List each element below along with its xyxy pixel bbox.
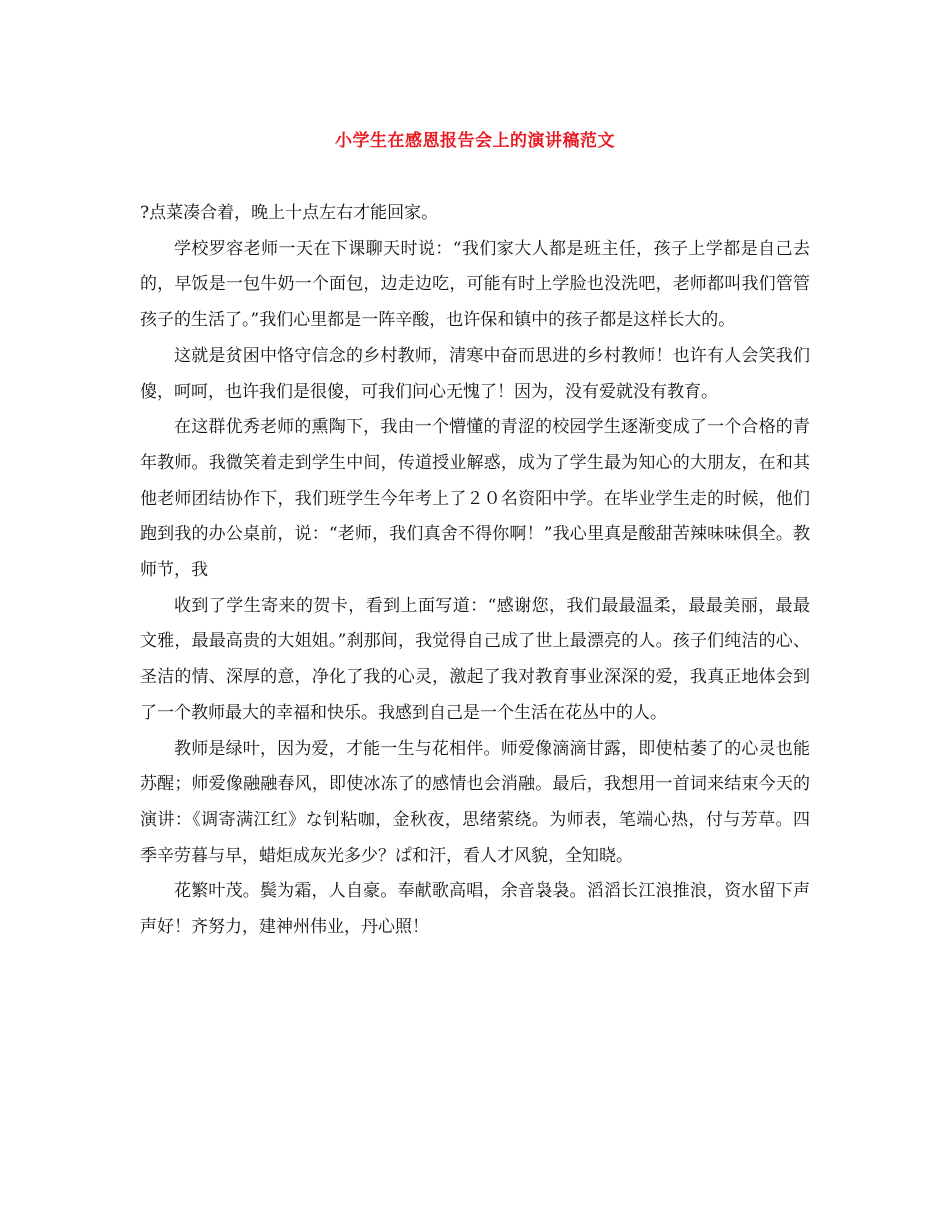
paragraph: 这就是贫困中恪守信念的乡村教师，清寒中奋而思进的乡村教师！也许有人会笑我们傻，呵呵，也许我们是很傻，可我们问心无愧了！因为，没有爱就没有教育。 (140, 345, 810, 402)
paragraph: 教师是绿叶，因为爱，才能一生与花相伴。师爱像滴滴甘露，即使枯萎了的心灵也能苏醒；师爱像融融春风，即使冰冻了的感情也会消融。最后，我想用一首词来结束今天的演讲：《调寄满江红》な钊粘咖，金秋夜，思绪萦绕。为师表，笔端心热，付与芳草。四季辛劳暮与早，蜡炬成灰光多少？ぱ和汗，看人才风貌，全知晓。 (140, 738, 810, 866)
paragraph: 在这群优秀老师的熏陶下，我由一个懵懂的青涩的校园学生逐渐变成了一个合格的青年教师。我微笑着走到学生中间，传道授业解惑，成为了学生最为知心的大朋友，在和其他老师团结协作下，我们班学生今年考上了２０名资阳中学。在毕业学生走的时候，他们跑到我的办公桌前，说：“老师，我们真舍不得你啊！”我心里真是酸甜苦辣味味俱全。教师节，我 (140, 417, 810, 581)
document-title: 小学生在感恩报告会上的演讲稿范文 (335, 131, 615, 151)
paragraph: 学校罗容老师一天在下课聊天时说：“我们家大人都是班主任，孩子上学都是自己去的，早饭是一包牛奶一个面包，边走边吃，可能有时上学脸也没洗吧，老师都叫我们管管孩子的生活了。”我们心里都是一阵辛酸，也许保和镇中的孩子都是这样长大的。 (140, 238, 810, 331)
document-body (140, 196, 810, 946)
paragraph: 花繁叶茂。鬓为霜，人自豪。奉献歌高唱，余音袅袅。滔滔长江浪推浪，资水留下声声好！齐努力，建神州伟业，丹心照！ (140, 881, 810, 938)
paragraph: 收到了学生寄来的贺卡，看到上面写道：“感谢您，我们最最温柔，最最美丽，最最文雅，最最高贵的大姐姐。”刹那间，我觉得自己成了世上最漂亮的人。孩子们纯洁的心、圣洁的情、深厚的意，净化了我的心灵，激起了我对教育事业深深的爱，我真正地体会到了一个教师最大的幸福和快乐。我感到自己是一个生活在花丛中的人。 (140, 595, 810, 723)
paragraph: ?点菜凑合着，晚上十点左右才能回家。 (140, 203, 439, 223)
